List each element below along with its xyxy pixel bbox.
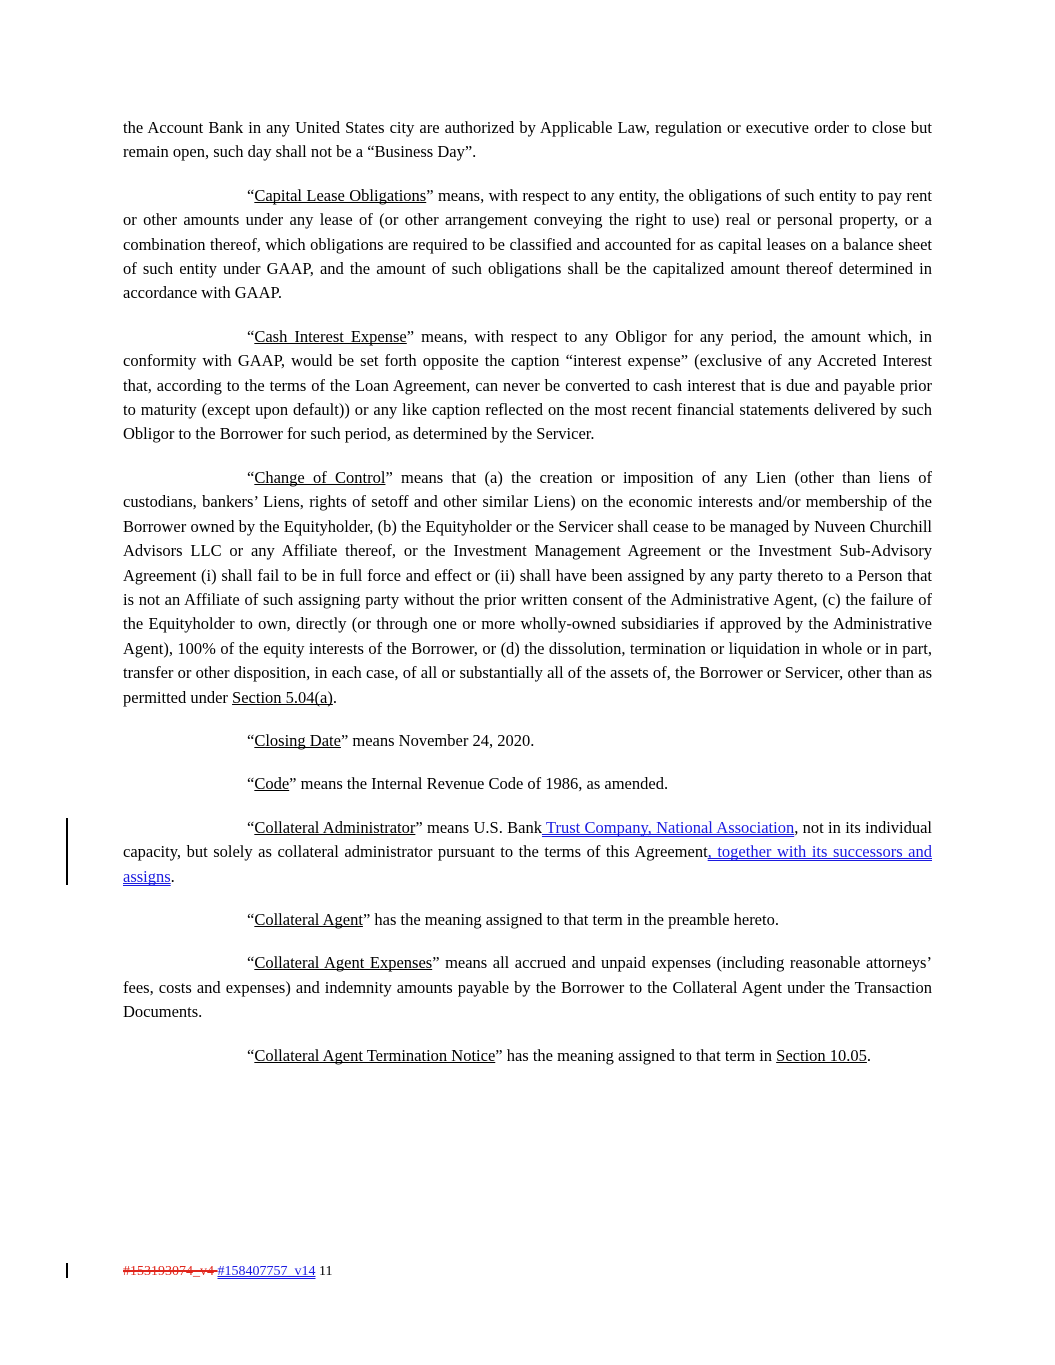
body-text: “ — [247, 774, 255, 794]
body-text: “ — [247, 730, 255, 750]
section-reference: Section 5.04(a) — [232, 687, 333, 707]
paragraph — [123, 816, 932, 889]
page-number: 11 — [315, 1264, 333, 1279]
defined-term: Cash Interest Expense — [254, 326, 407, 346]
paragraph — [123, 951, 932, 1024]
body-text: the Account Bank in any United States city are authorized by Applicable Law, regulation or executive order to close but remain open, such day shall not be a “Business Day”. — [123, 118, 932, 162]
inserted-text: Trust Company, National Association — [541, 817, 795, 837]
body-text: “ — [247, 1045, 255, 1065]
body-text: “ — [247, 909, 255, 929]
defined-term: Collateral Agent Expenses — [254, 953, 433, 973]
body-text: . — [866, 1045, 872, 1065]
body-text: ” means U.S. Bank — [415, 817, 542, 837]
inserted-document-id: #158407757_v14 — [217, 1264, 316, 1279]
body-text: ” means that (a) the creation or imposition of any Lien (other than liens of custodians, bankers’ Liens, rights of setoff and other similar Liens) on the economic interests and/or membership of the Borrower owned by the Equityholder, (b) the Equityholder or the Servicer shall cease to be managed by Nuveen Churchill Advisors LLC or any Affiliate thereof, or the Investment Management Agreement or the Investment Sub-Advisory Agreement (i) shall fail to be in full force and effect or (ii) shall have been assigned by any party thereto to a Person that is not an Affiliate of such assigning party without the prior written consent of the Administrative Agent, (c) the failure of the Equityholder to own, directly (or through one or more wholly-owned subsidiaries if approved by the Administrative Agent), 100% of the equity interests of the Borrower, or (d) the dissolution, termination or liquidation in whole or in part, transfer or other disposition, in each case, of all or substantially all of the assets of, the Borrower or Servicer, other than as permitted under — [123, 467, 932, 707]
deleted-document-id: #153193074_v4 — [123, 1264, 218, 1279]
paragraph — [123, 729, 932, 753]
body-text: ” means all accrued and unpaid expenses (including reasonable attorneys’ fees, costs and expenses) and indemnity amounts payable by the Borrower to the Collateral Agent under the Transaction Documents. — [123, 953, 932, 1022]
defined-term: Collateral Agent Termination Notice — [254, 1045, 496, 1065]
page-footer — [123, 1261, 932, 1282]
body-text: . — [332, 687, 337, 707]
paragraph — [123, 908, 932, 932]
defined-term: Change of Control — [254, 467, 386, 487]
defined-term: Closing Date — [254, 730, 341, 750]
body-text: ” means, with respect to any entity, the obligations of such entity to pay rent or other amounts under any lease of (or other arrangement conveying the right to use) real or personal property, or a combination thereof, which obligations are required to be classified and accounted for as capital leases on a balance sheet of such entity under GAAP, and the amount of such obligations shall be the capitalized amount thereof determined in accordance with GAAP. — [123, 185, 932, 303]
body-text: “ — [247, 185, 255, 205]
body-text: ” has the meaning assigned to that term in the preamble hereto. — [362, 909, 779, 929]
body-text: ” means, with respect to any Obligor for any period, the amount which, in conformity with GAAP, would be set forth opposite the caption “interest expense” (exclusive of any Accreted Interest that, according to the terms of the Loan Agreement, can never be converted to cash interest that is due and payable prior to maturity (except upon default)) or any like caption reflected on the most recent financial statements delivered by such Obligor to the Borrower for such period, as determined by the Servicer. — [123, 326, 933, 444]
body-text: “ — [247, 817, 255, 837]
body-text: . — [170, 866, 175, 886]
body-text: “ — [247, 467, 255, 487]
body-text: “ — [247, 953, 255, 973]
defined-term: Code — [254, 774, 290, 794]
section-reference: Section 10.05 — [776, 1045, 867, 1065]
defined-term: Collateral Agent — [254, 909, 363, 929]
paragraph — [123, 184, 932, 306]
paragraph — [123, 116, 932, 165]
paragraph — [123, 1044, 932, 1068]
body-text: ” has the meaning assigned to that term in — [495, 1045, 777, 1065]
document-body — [123, 116, 932, 1068]
inserted-text: , together with its successors and assigns — [123, 842, 932, 886]
paragraph — [123, 466, 932, 710]
paragraph — [123, 772, 932, 796]
body-text: ” means the Internal Revenue Code of 1986, as amended. — [289, 774, 669, 794]
body-text: “ — [247, 326, 255, 346]
paragraph — [123, 325, 932, 447]
defined-term: Capital Lease Obligations — [254, 185, 427, 205]
body-text: , not in its individual capacity, but solely as collateral administrator pursuant to the terms of this Agreement — [123, 817, 933, 862]
defined-term: Collateral Administrator — [254, 817, 416, 837]
body-text: ” means November 24, 2020. — [340, 730, 535, 750]
